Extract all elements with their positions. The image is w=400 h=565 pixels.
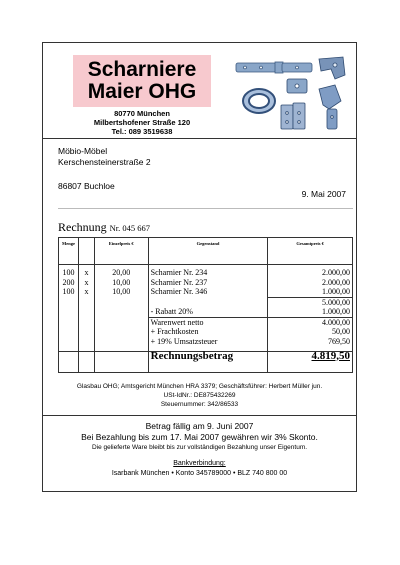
net-value: 4.000,00 <box>268 317 353 327</box>
total-cell: 1.000,00 <box>268 287 353 297</box>
payment-due: Betrag fällig am 9. Juni 2007 <box>145 421 254 431</box>
vat-label: + 19% Umsatzsteuer <box>148 337 268 352</box>
column-header-total: Gesamtpreis € <box>268 238 353 265</box>
cabinet-hinge-icon <box>319 85 341 129</box>
item-cell: Scharnier Nr. 234 <box>148 265 268 278</box>
recipient-city: 86807 Buchloe <box>58 181 115 191</box>
x-cell: x <box>78 278 94 288</box>
x-cell: x <box>78 265 94 278</box>
company-phone: Tel.: 089 3519638 <box>111 127 173 136</box>
table-header-row <box>59 238 353 265</box>
letterhead <box>43 43 356 139</box>
price-cell: 10,00 <box>94 278 148 288</box>
vat-row <box>59 337 353 352</box>
qty-cell: 100 <box>59 265 79 278</box>
company-vat-id: USt-IdNr.: DE875432269 <box>163 392 236 399</box>
company-zip-city: 80770 München <box>114 109 170 118</box>
footer-divider <box>43 415 356 416</box>
butt-hinge-icon <box>281 103 305 129</box>
company-tax-number: Steuernummer: 342/86533 <box>160 401 239 408</box>
qty-cell: 100 <box>59 287 79 297</box>
invoice-date: 9. Mai 2007 <box>301 189 346 199</box>
total-row <box>59 351 353 372</box>
company-name-line1: Scharniere <box>87 58 197 81</box>
recipient-address <box>58 146 151 168</box>
recipient-street: Kerschensteinerstraße 2 <box>58 157 151 167</box>
total-value: 4.819,50 <box>268 351 353 372</box>
net-row <box>59 317 353 327</box>
table-row <box>59 278 353 288</box>
x-cell: x <box>78 287 94 297</box>
subtotal-value: 5.000,00 <box>268 297 353 307</box>
invoice-table <box>58 237 353 373</box>
price-cell: 20,00 <box>94 265 148 278</box>
bank-details: Isarbank München • Konto 345789000 • BLZ 740 800 00 <box>111 470 288 477</box>
ownership-note: Die gelieferte Ware bleibt bis zur vollständigen Bezahlung unser Eigentum. <box>91 444 308 451</box>
item-cell: Scharnier Nr. 237 <box>148 278 268 288</box>
recipient-name: Möbio-Möbel <box>58 146 108 156</box>
item-cell: Scharnier Nr. 346 <box>148 287 268 297</box>
column-header-unit-price: Einzelpreis € <box>94 238 148 265</box>
company-legal-line1: Glasbau OHG; Amtsgericht München HRA 3379; Geschäftsführer: Herbert Müller jun. <box>76 383 323 390</box>
total-label: Rechnungsbetrag <box>148 351 268 372</box>
hinges-image <box>231 53 349 135</box>
total-cell: 2.000,00 <box>268 265 353 278</box>
table-row <box>59 265 353 278</box>
net-label: Warenwert netto <box>148 317 268 327</box>
divider <box>58 208 353 209</box>
invoice-page <box>42 42 357 492</box>
strap-hinge-icon <box>236 62 312 73</box>
total-cell: 2.000,00 <box>268 278 353 288</box>
qty-cell: 200 <box>59 278 79 288</box>
company-street: Milbertshofener Straße 120 <box>93 118 191 127</box>
company-logo <box>73 55 211 107</box>
invoice-number: Nr. 045 667 <box>109 223 151 233</box>
discount-value: 1.000,00 <box>268 307 353 317</box>
vat-value: 769,50 <box>268 337 353 352</box>
column-header-item: Gegenstand <box>148 238 268 265</box>
column-header-qty: Menge <box>59 238 79 265</box>
invoice-title <box>58 220 150 235</box>
freight-row <box>59 327 353 337</box>
angle-hinge-icon <box>319 57 345 79</box>
table-row <box>59 287 353 297</box>
payment-discount: Bei Bezahlung bis zum 17. Mai 2007 gewähren wir 3% Skonto. <box>81 432 318 442</box>
bank-title: Bankverbindung: <box>173 460 226 467</box>
freight-label: + Frachtkosten <box>148 327 268 337</box>
subtotal-row <box>59 297 353 307</box>
company-name-line2: Maier OHG <box>87 80 197 103</box>
ring-handle-icon <box>243 89 275 113</box>
column-header-x <box>78 238 94 265</box>
freight-value: 50,00 <box>268 327 353 337</box>
drop-pull-icon <box>287 79 307 93</box>
price-cell: 10,00 <box>94 287 148 297</box>
invoice-label: Rechnung <box>58 220 107 234</box>
discount-label: - Rabatt 20% <box>148 307 268 317</box>
discount-row <box>59 307 353 317</box>
